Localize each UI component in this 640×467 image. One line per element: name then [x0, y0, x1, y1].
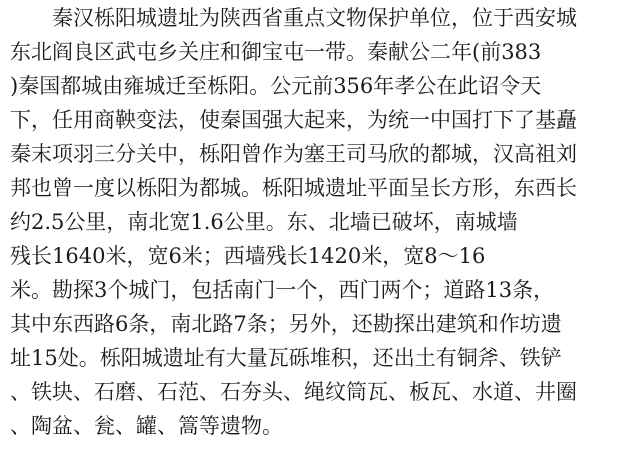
text-line-4: 下，任用商鞅变法，使秦国强大起来，为统一中国打下了基矗: [10, 108, 577, 132]
text-line-3: )秦国都城由雍城迁至栎阳。公元前356年孝公在此诏令天: [10, 74, 542, 98]
text-line-6: 邦也曾一度以栎阳为都城。栎阳城遗址平面呈长方形，东西长: [10, 176, 577, 200]
text-line-13: 、陶盆、瓮、罐、篙等遗物。: [10, 414, 283, 438]
text-line-5: 秦末项羽三分关中，栎阳曾作为塞王司马欣的都城，汉高祖刘: [10, 142, 577, 166]
text-line-10: 其中东西路6条，南北路7条；另外，还勘探出建筑和作坊遗: [10, 312, 562, 336]
text-line-1: 秦汉栎阳城遗址为陕西省重点文物保护单位，位于西安城: [52, 6, 577, 30]
text-line-2: 东北阎良区武屯乡关庄和御宝屯一带。秦献公二年(前383: [10, 40, 542, 64]
text-line-9: 米。勘探3个城门，包括南门一个，西门两个；道路13条，: [10, 278, 555, 302]
text-line-11: 址15处。栎阳城遗址有大量瓦砾堆积，还出土有铜斧、铁铲: [10, 346, 562, 370]
text-line-7: 约2.5公里，南北宽1.6公里。东、北墙已破坏，南城墙: [10, 210, 518, 234]
text-line-12: 、铁块、石磨、石范、石夯头、绳纹筒瓦、板瓦、水道、井圈: [10, 380, 577, 404]
text-line-8: 残长1640米，宽6米；西墙残长1420米，宽8～16: [10, 244, 486, 268]
